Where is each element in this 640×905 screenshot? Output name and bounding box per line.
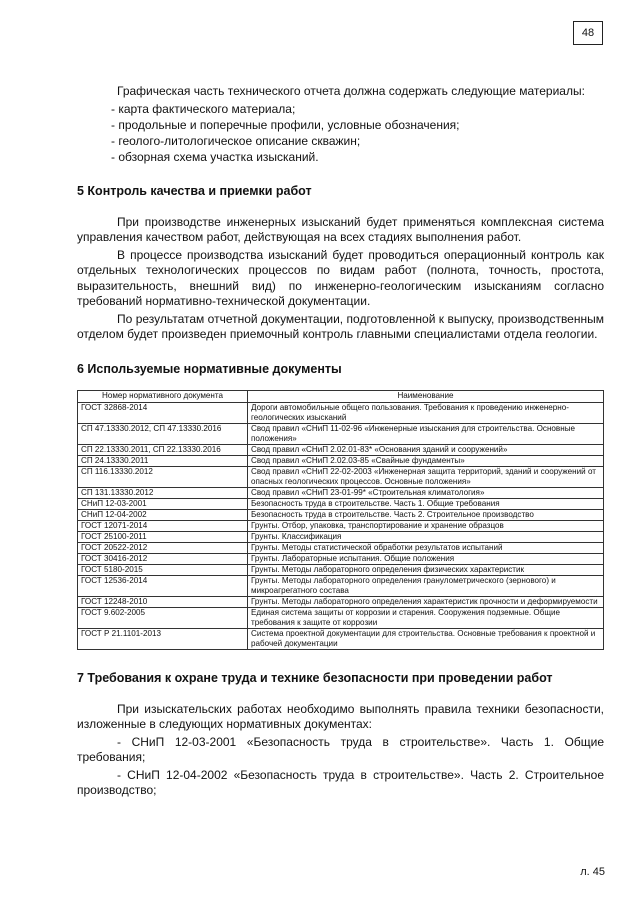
table-row xyxy=(78,423,604,444)
section-6-heading: 6 Используемые нормативные документы xyxy=(77,361,342,376)
section-7-item: - СНиП 12-04-2002 «Безопасность труда в строительстве». Часть 2. Строительное производство; xyxy=(77,767,604,797)
document-number-cell: СНиП 12-04-2002 xyxy=(78,509,248,520)
document-name-cell: Грунты. Отбор, упаковка, транспортирование и хранение образцов xyxy=(248,520,604,531)
table-row xyxy=(78,628,604,649)
document-number-cell: СП 24.13330.2011 xyxy=(78,455,248,466)
document-number-cell: ГОСТ Р 21.1101-2013 xyxy=(78,628,248,649)
table-row xyxy=(78,509,604,520)
table-row xyxy=(78,455,604,466)
document-number-cell: ГОСТ 12248-2010 xyxy=(78,596,248,607)
document-number-cell: ГОСТ 20522-2012 xyxy=(78,542,248,553)
document-name-cell: Грунты. Методы лабораторного определения характеристик прочности и деформируемости xyxy=(248,596,604,607)
section-7-intro: При изыскательских работах необходимо выполнять правила техники безопасности, изложенные в следующих нормативных документах: xyxy=(77,701,604,731)
document-number-cell: ГОСТ 9.602-2005 xyxy=(78,607,248,628)
table-row xyxy=(78,531,604,542)
table-row xyxy=(78,487,604,498)
table-body xyxy=(78,402,604,649)
table-header-row xyxy=(78,390,604,402)
document-number-cell: СП 22.13330.2011, СП 22.13330.2016 xyxy=(78,444,248,455)
document-name-cell: Безопасность труда в строительстве. Часть 2. Строительное производство xyxy=(248,509,604,520)
document-number-cell: СП 131.13330.2012 xyxy=(78,487,248,498)
table-row xyxy=(78,402,604,423)
table-row xyxy=(78,498,604,509)
graphic-part-intro: Графическая часть технического отчета должна содержать следующие материалы: xyxy=(117,84,585,98)
list-item: - карта фактического материала; xyxy=(111,101,296,116)
document-name-cell: Грунты. Методы статистической обработки результатов испытаний xyxy=(248,542,604,553)
table-row xyxy=(78,564,604,575)
document-name-cell: Безопасность труда в строительстве. Часть 1. Общие требования xyxy=(248,498,604,509)
list-item: - геолого-литологическое описание скважин; xyxy=(111,133,361,148)
footer-page-label: л. 45 xyxy=(580,866,605,878)
column-header-number: Номер нормативного документа xyxy=(78,390,248,402)
document-number-cell: ГОСТ 25100-2011 xyxy=(78,531,248,542)
document-name-cell: Грунты. Методы лабораторного определения физических характеристик xyxy=(248,564,604,575)
graphic-part-list xyxy=(77,101,604,165)
column-header-name: Наименование xyxy=(248,390,604,402)
document-name-cell: Грунты. Лабораторные испытания. Общие положения xyxy=(248,553,604,564)
document-number-cell: ГОСТ 5180-2015 xyxy=(78,564,248,575)
document-number-cell: ГОСТ 12071-2014 xyxy=(78,520,248,531)
section-5-paragraph: При производстве инженерных изысканий будет применяться комплексная система управления качеством работ, действующая на всех стадиях выполнения работ. xyxy=(77,214,604,244)
list-item: - продольные и поперечные профили, условные обозначения; xyxy=(111,117,460,132)
document-number-cell: ГОСТ 12536-2014 xyxy=(78,575,248,596)
table-row xyxy=(78,607,604,628)
document-name-cell: Свод правил «СНиП 2.02.01-83* «Основания зданий и сооружений» xyxy=(248,444,604,455)
table-row xyxy=(78,466,604,487)
table-row xyxy=(78,542,604,553)
table-row xyxy=(78,444,604,455)
document-number-cell: ГОСТ 32868-2014 xyxy=(78,402,248,423)
document-body xyxy=(77,84,604,799)
document-name-cell: Система проектной документации для строительства. Основные требования к проектной и рабочей документации xyxy=(248,628,604,649)
table-row xyxy=(78,520,604,531)
page-number-badge: 48 xyxy=(573,21,603,45)
section-5-paragraph: По результатам отчетной документации, подготовленной к выпуску, производственным отделом будет произведен приемочный контроль главными специалистами отдела геологии. xyxy=(77,311,604,341)
list-item: - обзорная схема участка изысканий. xyxy=(111,149,319,164)
document-name-cell: Свод правил «СНиП 11-02-96 «Инженерные изыскания для строительства. Основные положения» xyxy=(248,423,604,444)
section-7-heading: 7 Требования к охране труда и технике безопасности при проведении работ xyxy=(77,670,553,685)
document-name-cell: Дороги автомобильные общего пользования. Требования к проведению инженерно-геологических изысканий xyxy=(248,402,604,423)
document-name-cell: Единая система защиты от коррозии и старения. Сооружения подземные. Общие требования к защите от коррозии xyxy=(248,607,604,628)
document-number-cell: СП 47.13330.2012, СП 47.13330.2016 xyxy=(78,423,248,444)
section-7-item: - СНиП 12-03-2001 «Безопасность труда в строительстве». Часть 1. Общие требования; xyxy=(77,734,604,764)
document-number-cell: ГОСТ 30416-2012 xyxy=(78,553,248,564)
document-name-cell: Свод правил «СНиП 23-01-99* «Строительная климатология» xyxy=(248,487,604,498)
document-name-cell: Грунты. Методы лабораторного определения гранулометрического (зернового) и микроагрегатного состава xyxy=(248,575,604,596)
section-5-heading: 5 Контроль качества и приемки работ xyxy=(77,183,312,198)
document-name-cell: Свод правил «СНиП 2.02.03-85 «Свайные фундаменты» xyxy=(248,455,604,466)
document-name-cell: Грунты. Классификация xyxy=(248,531,604,542)
table-row xyxy=(78,596,604,607)
table-row xyxy=(78,575,604,596)
document-number-cell: СП 116.13330.2012 xyxy=(78,466,248,487)
document-number-cell: СНиП 12-03-2001 xyxy=(78,498,248,509)
normative-documents-table xyxy=(77,390,604,650)
section-5-paragraph: В процессе производства изысканий будет проводиться операционный контроль как отдельных технологических процессов по видам работ (полнота, точность, простота, выразительность, внешний вид) по инженерно-геологическим изысканиям согласно требований нормативно-технической документации. xyxy=(77,247,604,308)
document-name-cell: Свод правил «СНиП 22-02-2003 «Инженерная защита территорий, зданий и сооружений от опасных геологических процессов. Основные положения» xyxy=(248,466,604,487)
table-row xyxy=(78,553,604,564)
